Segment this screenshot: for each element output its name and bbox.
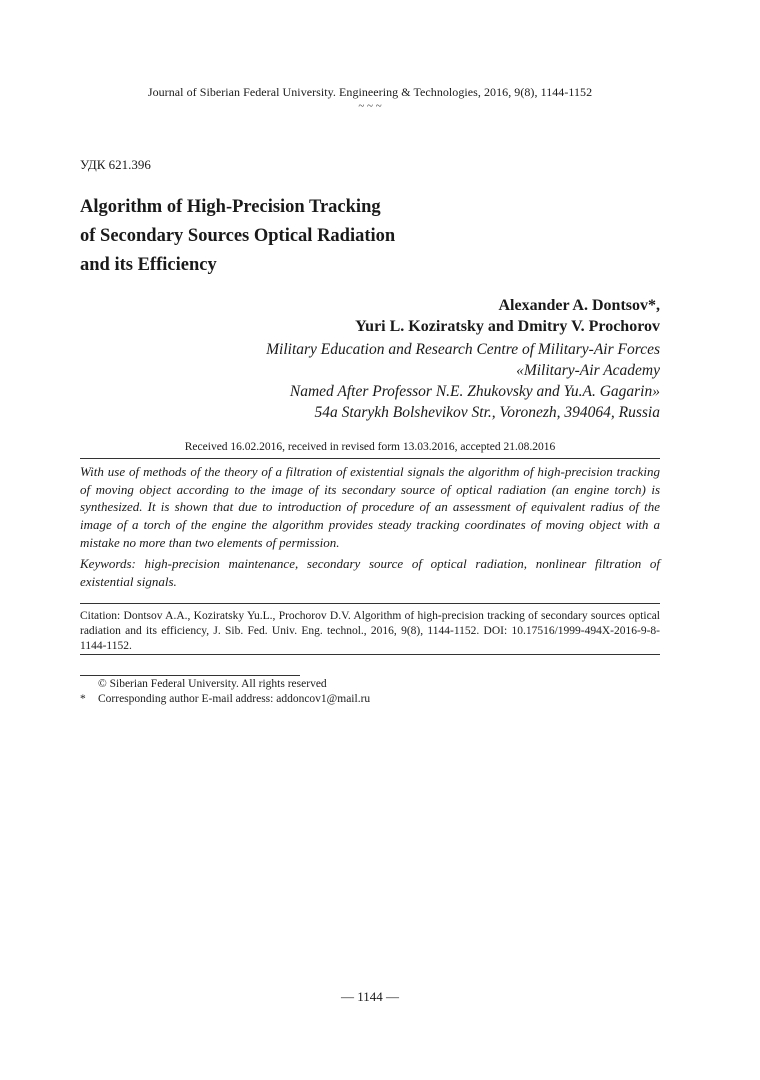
- title-line: and its Efficiency: [80, 255, 217, 275]
- divider: [80, 458, 660, 459]
- citation: Citation: Dontsov A.A., Koziratsky Yu.L., Prochorov D.V. Algorithm of high-precision tracking of secondary sources optical radiation and its efficiency, J. Sib. Fed. Univ. Eng. technol., 2016, 9(8), 1144-1152. DOI: 10.17516/1999-494X-2016-9-8-1144-1152.: [80, 610, 660, 652]
- author-line: Yuri L. Koziratsky and Dmitry V. Prochorov: [355, 318, 660, 335]
- received-dates: Received 16.02.2016, received in revised form 13.03.2016, accepted 21.08.2016: [184, 441, 556, 453]
- authors: [355, 295, 660, 337]
- keywords: Keywords: high-precision maintenance, secondary source of optical radiation, nonlinear filtration of existential signals.: [80, 556, 660, 589]
- title-line: Algorithm of High-Precision Tracking: [80, 197, 381, 217]
- affiliation-line: 54a Starykh Bolshevikov Str., Voronezh, 394064, Russia: [314, 404, 660, 421]
- page-number: — 1144 —: [340, 989, 400, 1004]
- corresponding-footnote: [80, 693, 370, 705]
- affiliation-line: «Military-Air Academy: [516, 362, 660, 379]
- affiliation: [266, 339, 660, 423]
- copyright-footnote: © Siberian Federal University. All rights reserved: [98, 678, 327, 690]
- footnote-mark: *: [80, 693, 86, 705]
- paper-title: [80, 193, 500, 280]
- journal-header: Journal of Siberian Federal University. Engineering & Technologies, 2016, 9(8), 1144-1152: [147, 85, 593, 99]
- udc-code: УДК 621.396: [80, 157, 151, 172]
- title-line: of Secondary Sources Optical Radiation: [80, 226, 396, 246]
- header-ornament: ~ ~ ~: [358, 100, 382, 112]
- divider: [80, 603, 660, 604]
- divider: [80, 654, 660, 655]
- affiliation-line: Named After Professor N.E. Zhukovsky and Yu.A. Gagarin»: [289, 383, 660, 400]
- corresponding-email: Corresponding author E-mail address: addoncov1@mail.ru: [98, 693, 371, 705]
- abstract: With use of methods of the theory of a filtration of existential signals the algorithm of high-precision tracking of moving object according to the image of its secondary source of optical radiation (an engine torch) is synthesized. It is shown that due to introduction of procedure of an assessment of equivalent radius of the image of a torch of the engine the algorithm provides steady tracking coordinates of moving object with a mistake no more than two elements of permission.: [80, 464, 660, 550]
- footnote-divider: [80, 675, 300, 676]
- affiliation-line: Military Education and Research Centre of Military-Air Forces: [266, 341, 660, 358]
- author-line: Alexander A. Dontsov*,: [498, 297, 660, 314]
